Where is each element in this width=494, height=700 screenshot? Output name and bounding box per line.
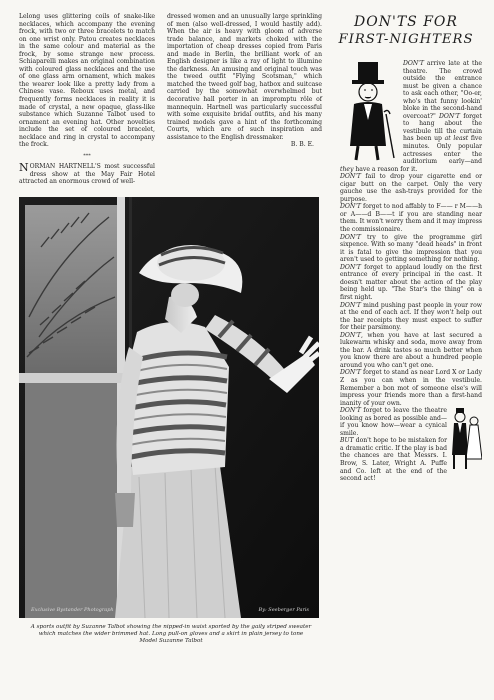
left-paragraph-2-text: ORMAN HARTNELL'S most successful dress show at the May Fair Hotel attracted an enormous crowd of well- [19,163,155,186]
fashion-photograph [19,197,319,618]
article-title [332,14,480,48]
photo-caption: A sports outfit by Suzanne Talbot showing the nipped-in waist sported by the gaily striped sweater which matches the wider brimmed hat. Long pull-on gloves and a skirt in plain jersey to tone Model Suzanne Talbot [30,624,312,644]
article-column [340,60,482,483]
left-paragraph-2 [19,163,155,186]
signature-text: B. B. E. [290,141,314,149]
window-frame [19,197,129,618]
man-in-top-hat-illustration [340,60,398,162]
photo-credit-right: By: Seeberger Paris [258,607,309,613]
middle-paragraph-1: dressed women and an unusually large sprinkling of men (also well-dressed, I would hastily add). When the air is heavy with gloom of adverse trade balance, and markets choked with the importation of cheap dresses copied from Paris and made in Berlin, the brilliant work of an English designer is like a ray of light to illumine the darkness. An amusing and original touch was the tweed outfit "Flying Scotsman," which matched the tweed golf bag, hatbox and suitcase carried by the somewhat overwhelmed but decorative hall porter in an impromptu rôle of mannequin. Hartnell was particularly successful with some exquisite bridal outfits, and his many trained models gave a hint of the forthcoming Courts, which are of such inspiration and assistance to the English dressmaker. [167,13,322,141]
article-text: DON'T arrive late at the theatre. The crowd outside the entrance must be given a chance to ask each other, "Oo-er, who's that funny lookin' bloke in the second-hand overcoat?" DON'T forget to hang about the vestibule till the curtain has been up at least five minutes. Only popular actresses enter the auditorium early—and they have a reason for it. DON'T fail to drop your cigarette end or cigar butt on the carpet. Only the very gauche use the ash-trays provided for the purpose. DON'T forget to nod affably to F—— r M——h or A——d B——t if you are standing near them. It won't worry them and it may impress the commissionaire. DON'T try to give the programme girl sixpence. With so many "dead heads" in front it is fatal to give the impression that you aren't used to getting something for nothing. DON'T forget to applaud loudly on the first entrance of every principal in the cast. It doesn't matter about the action of the play being held up. "The Star's the thing" on a first night. DON'T mind pushing past people in your row at the end of each act. If they won't help out the bar receipts they must expect to suffer for their parsimony. DON'T, when you have at last secured a lukewarm whisky and soda, move away from the bar. A drink tastes so much better when you know there are about a hundred people around you who can't get one. DON'T forget to stand as near Lord X or Lady Z as you can when in the vestibule. Remember a bon mot of someone else's will impress your friends more than a first-hand inanity of your own. DON'T forget to leave the theatre looking as bored as possible and—if you know how—wear a cynical smile. BUT don't hope to be mistaken for a dramatic critic. If the play is bad the chances are that Messrs. I. Brow, S. Later, Wright A. Puffe and Co. left at the end of the second act! [340,60,483,483]
middle-column [167,13,322,149]
title-line-2: FIRST-NIGHTERS [338,32,474,47]
signature [167,141,322,149]
couple-illustration [450,407,482,470]
drop-cap: N [19,161,29,175]
title-line-1: DON'TS FOR [354,14,458,30]
photo-illustration [19,197,319,618]
left-column [19,13,155,186]
section-separator: *** [83,152,91,159]
photo-credit-left: Exclusive Bystander Photograph [31,607,114,613]
left-paragraph-1: Lelong uses glittering coils of snake-like necklaces, which accompany the evening frock, with two or three bracelets to match on one wrist only. Patou creates necklaces in the same colour and material as the frock, by some strange new process. Schiaparelli makes an original combination with coloured glass necklaces and the use of one glass arm ornament, which makes the wearer look like a pretty lady from a Chinese vase. Reboux uses metal, and frequently forms necklaces in reality it is made of crystal, a new opaque, glass-like substance which Suzanne Talbot used to ornament an evening hat. Other novelties include the set of coloured bracelet, necklace and ring in crystal to accompany the frock. [19,13,155,149]
